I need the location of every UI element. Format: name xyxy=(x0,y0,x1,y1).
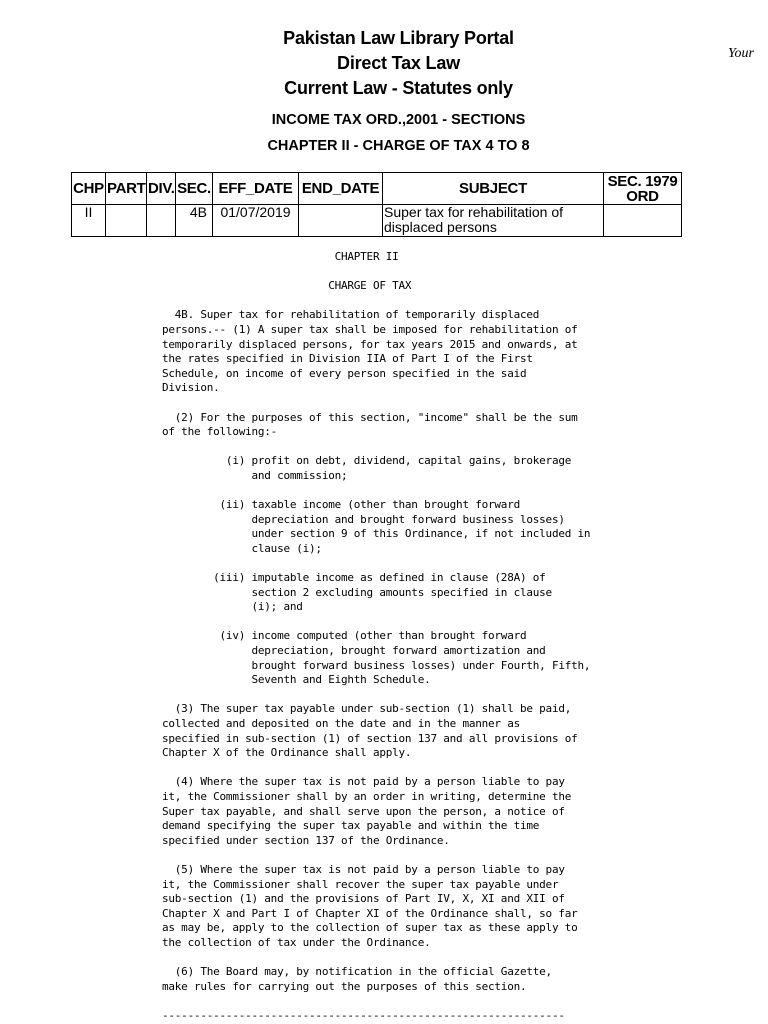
header-end-date: END_DATE xyxy=(299,173,383,205)
page-header xyxy=(0,26,768,155)
portal-title: Pakistan Law Library Portal xyxy=(283,28,514,48)
header-sec-1979-line2: ORD xyxy=(626,187,659,205)
cell-end-date xyxy=(299,205,383,237)
section-meta-table xyxy=(71,172,682,237)
header-sec-1979-line1: SEC. 1979 xyxy=(607,172,678,190)
table-row xyxy=(72,205,682,237)
chapter-title: CHAPTER II - CHARGE OF TAX 4 TO 8 xyxy=(267,138,530,154)
cell-subject: Super tax for rehabilitation of displaced persons xyxy=(383,205,604,237)
header-chp: CHP xyxy=(72,173,106,205)
header-eff-date: EFF_DATE xyxy=(213,173,299,205)
cell-eff-date: 01/07/2019 xyxy=(213,205,299,237)
cell-chp: II xyxy=(72,205,106,237)
header-sec: SEC. xyxy=(176,173,213,205)
cell-div xyxy=(147,205,176,237)
header-part: PART xyxy=(106,173,147,205)
header-div: DIV. xyxy=(147,173,176,205)
header-sec-1979-ord xyxy=(604,173,682,205)
cell-sec: 4B xyxy=(176,205,213,237)
ordinance-title: INCOME TAX ORD.,2001 - SECTIONS xyxy=(271,112,526,128)
section-body-text: CHAPTER II CHARGE OF TAX 4B. Super tax for rehabilitation of temporarily displaced persons.-- (1) A super tax shall be imposed for rehabilitation of temporarily displaced persons, for tax years 2015 and onwards, at the rates specified in Division IIA of Part I of the First Schedule, on income of every person specified in the said Division. (2) For the purposes of this section, "income" shall be the sum of the following:- (i) profit on debt, dividend, capital gains, brokerage and commission; (ii) taxable income (other than brought forward depreciation and brought forward business losses) under section 9 of this Ordinance, if not included in clause (i); (iii) imputable income as defined in clause (28A) of section 2 excluding amounts specified in clause (i); and (iv) income computed (other than brought forward depreciation, brought forward amortization and brought forward business losses) under Fourth, Fifth, Seventh and Eighth Schedule. (3) The super tax payable under sub-section (1) shall be paid, collected and deposited on the date and in the manner as specified in sub-section (1) of section 137 and all provisions of Chapter X of the Ordinance shall apply. (4) Where the super tax is not paid by a person liable to pay it, the Commissioner shall by an order in writing, determine the Super tax payable, and shall serve upon the person, a notice of demand specifying the super tax payable and within the time specified under section 137 of the Ordinance. (5) Where the super tax is not paid by a person liable to pay it, the Commissioner shall recover the super tax payable under sub-section (1) and the provisions of Part IV, X, XI and XII of Chapter X and Part I of Chapter XI of the Ordinance shall, so far as may be, apply to the collection of super tax as these apply to the collection of tax under the Ordinance. (6) The Board may, by notification in the official Gazette, make rules for carrying out the purposes of this section. --------------------------------------------------------------- xyxy=(162,250,591,1022)
table-header-row xyxy=(72,173,682,205)
header-subject: SUBJECT xyxy=(383,173,604,205)
law-category-title: Direct Tax Law xyxy=(337,53,460,73)
cell-sec-1979 xyxy=(604,205,682,237)
side-text: Your xyxy=(728,46,754,61)
law-scope-title: Current Law - Statutes only xyxy=(284,78,513,98)
cell-part xyxy=(106,205,147,237)
